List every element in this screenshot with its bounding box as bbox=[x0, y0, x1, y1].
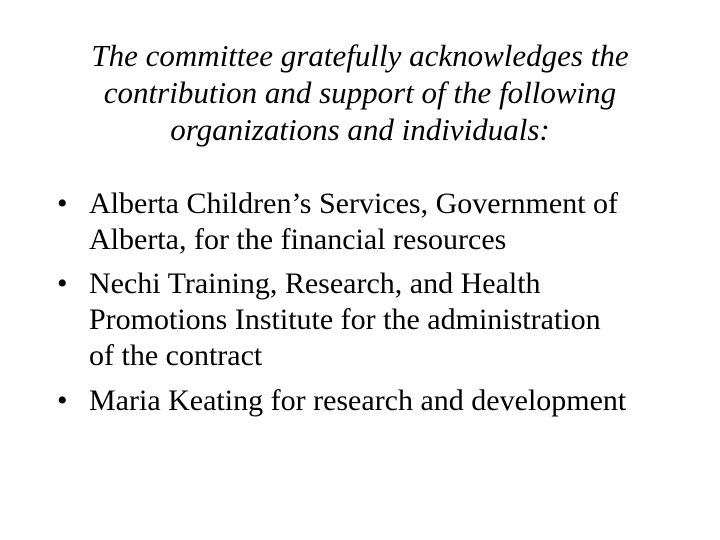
bullet-icon: • bbox=[57, 267, 68, 300]
bullet-icon: • bbox=[57, 384, 68, 417]
bullet-line: Alberta Children’s Services, Government of bbox=[89, 187, 619, 220]
bullet-line: Alberta, for the financial resources bbox=[89, 223, 507, 256]
title-line: The committee gratefully acknowledges the bbox=[91, 38, 629, 73]
bullet-line: Promotions Institute for the administration bbox=[89, 303, 601, 336]
slide-title bbox=[40, 37, 680, 148]
acknowledgement-item-childrens-services bbox=[0, 186, 720, 258]
acknowledgement-item-nechi-institute bbox=[0, 266, 720, 374]
title-line: contribution and support of the following bbox=[103, 75, 617, 110]
acknowledgement-list bbox=[0, 186, 720, 427]
bullet-line: Nechi Training, Research, and Health bbox=[89, 267, 541, 300]
acknowledgement-item-maria-keating bbox=[0, 383, 720, 419]
bullet-line: Maria Keating for research and development bbox=[89, 384, 627, 417]
bullet-line: of the contract bbox=[89, 339, 263, 372]
bullet-icon: • bbox=[57, 187, 68, 220]
title-line: organizations and individuals: bbox=[170, 112, 550, 147]
